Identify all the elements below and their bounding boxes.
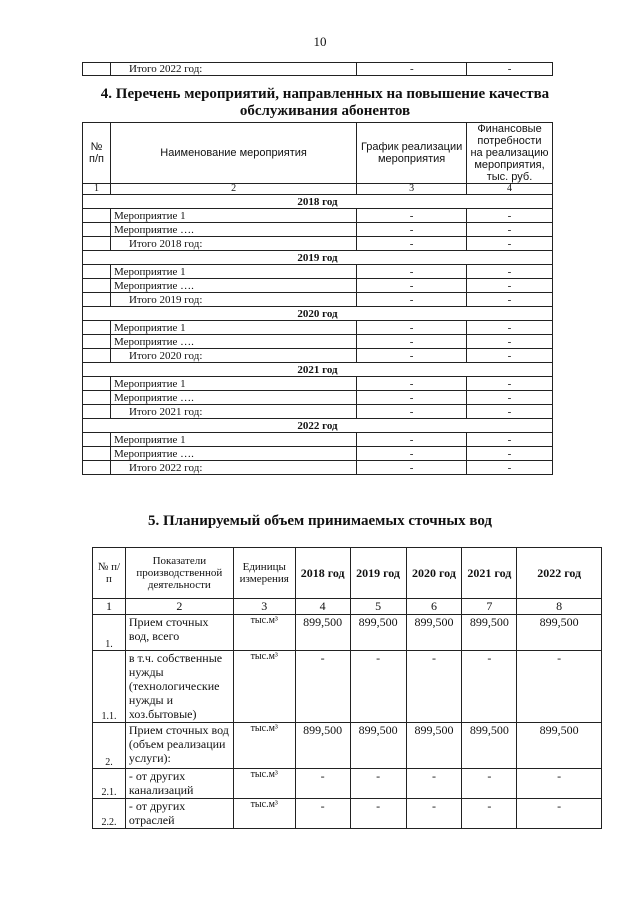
year-row [83,419,553,433]
year-row [83,195,553,209]
year-value: - [517,799,602,829]
measure-name: Мероприятие …. [110,279,356,293]
empty-cell [83,335,111,349]
header-no: № п/п [93,548,126,599]
measure-name: Мероприятие …. [110,391,356,405]
schedule-value: - [357,293,467,307]
year-value: - [350,799,406,829]
section-5-title: 5. Планируемый объем принимаемых сточных вод [147,513,493,529]
col-number: 1 [83,184,111,195]
finance-value: - [467,391,553,405]
measure-name: Мероприятие 1 [110,209,356,223]
section-4-title: 4. Перечень мероприятий, направленных на повышение качества обслуживания абонентов [100,86,550,119]
measure-name: Итого 2018 год: [110,237,356,251]
total-label: Итого 2022 год: [110,63,356,76]
measure-name: Итого 2022 год: [110,461,356,475]
col-number: 8 [517,599,602,615]
schedule-value: - [357,209,467,223]
table-header-row [83,123,553,184]
top-table [82,62,553,76]
empty-cell [83,461,111,475]
header-year: 2021 год [462,548,517,599]
schedule-value: - [357,335,467,349]
measure-name: Итого 2021 год: [110,405,356,419]
table-row [83,279,553,293]
empty-cell [83,209,111,223]
table-row [83,63,553,76]
empty-cell [83,321,111,335]
col-number: 3 [357,184,467,195]
wastewater-table [92,547,602,829]
table-row [83,209,553,223]
schedule-value: - [357,223,467,237]
row-number: 1.1. [93,651,126,723]
schedule-value: - [357,349,467,363]
table-row [83,377,553,391]
year-label: 2021 год [83,363,553,377]
empty-cell [83,349,111,363]
table-row [83,391,553,405]
year-label: 2018 год [83,195,553,209]
year-value: - [406,769,462,799]
col-number: 2 [125,599,233,615]
header-year: 2022 год [517,548,602,599]
unit-value: тыс.м³ [233,723,295,769]
year-value: 899,500 [462,615,517,651]
year-value: 899,500 [295,723,350,769]
header-finance: Финансовые потребности на реализацию мероприятия, тыс. руб. [467,123,553,184]
empty-cell [83,279,111,293]
empty-cell [83,223,111,237]
unit-value: тыс.м³ [233,615,295,651]
schedule-value: - [357,433,467,447]
year-value: - [406,799,462,829]
indicator-name: Прием сточных вод (объем реализации услуги): [125,723,233,769]
measure-name: Мероприятие 1 [110,377,356,391]
table-header-row [93,548,602,599]
table-row [93,615,602,651]
schedule-value: - [357,377,467,391]
year-value: - [517,769,602,799]
empty-cell [83,433,111,447]
measure-name: Мероприятие 1 [110,433,356,447]
schedule-value: - [357,391,467,405]
header-schedule: График реализации мероприятия [357,123,467,184]
unit-value: тыс.м³ [233,799,295,829]
measure-name: Мероприятие …. [110,223,356,237]
measure-name: Итого 2020 год: [110,349,356,363]
table-row [83,335,553,349]
row-number: 1. [93,615,126,651]
header-name: Наименование мероприятия [110,123,356,184]
header-no: № п/п [83,123,111,184]
measure-name: Мероприятие …. [110,335,356,349]
table-row [93,799,602,829]
finance-value: - [467,209,553,223]
year-value: - [295,769,350,799]
year-value: 899,500 [517,615,602,651]
table-row [83,223,553,237]
finance-value: - [467,447,553,461]
column-numbers-row [93,599,602,615]
schedule-value: - [357,405,467,419]
empty-cell [83,405,111,419]
year-row [83,307,553,321]
indicator-name: - от других отраслей [125,799,233,829]
page-number: 10 [313,34,327,49]
table-row [83,461,553,475]
indicator-name: в т.ч. собственные нужды (технологические нужды и хоз.бытовые) [125,651,233,723]
empty-cell [83,391,111,405]
table-row [83,349,553,363]
column-numbers-row [83,184,553,195]
year-value: - [350,651,406,723]
year-value: 899,500 [462,723,517,769]
year-value: 899,500 [406,615,462,651]
col-number: 7 [462,599,517,615]
header-unit: Единицы измерения [233,548,295,599]
table-row [83,433,553,447]
year-row [83,363,553,377]
year-value: 899,500 [350,615,406,651]
header-year: 2019 год [350,548,406,599]
year-label: 2020 год [83,307,553,321]
measure-name: Мероприятие 1 [110,265,356,279]
finance-value: - [467,433,553,447]
finance-value: - [467,63,553,76]
header-year: 2020 год [406,548,462,599]
schedule-value: - [357,265,467,279]
table-row [83,405,553,419]
table-row [83,265,553,279]
empty-cell [83,63,111,76]
indicator-name: Прием сточных вод, всего [125,615,233,651]
table-row [93,723,602,769]
schedule-value: - [357,447,467,461]
empty-cell [83,237,111,251]
col-number: 6 [406,599,462,615]
year-value: 899,500 [517,723,602,769]
year-value: - [462,651,517,723]
finance-value: - [467,349,553,363]
year-value: - [295,799,350,829]
row-number: 2. [93,723,126,769]
measure-name: Мероприятие 1 [110,321,356,335]
finance-value: - [467,321,553,335]
col-number: 4 [467,184,553,195]
schedule-value: - [357,461,467,475]
finance-value: - [467,405,553,419]
finance-value: - [467,223,553,237]
col-number: 2 [110,184,356,195]
table-row [83,447,553,461]
empty-cell [83,293,111,307]
header-year: 2018 год [295,548,350,599]
schedule-value: - [357,321,467,335]
year-value: - [462,799,517,829]
empty-cell [83,377,111,391]
year-value: - [462,769,517,799]
table-row [83,321,553,335]
col-number: 1 [93,599,126,615]
schedule-value: - [357,279,467,293]
year-label: 2019 год [83,251,553,265]
measure-name: Мероприятие …. [110,447,356,461]
indicator-name: - от других канализаций [125,769,233,799]
finance-value: - [467,279,553,293]
table-row [83,237,553,251]
header-indicator: Показатели производственной деятельности [125,548,233,599]
empty-cell [83,265,111,279]
row-number: 2.1. [93,769,126,799]
measure-name: Итого 2019 год: [110,293,356,307]
unit-value: тыс.м³ [233,769,295,799]
year-value: - [406,651,462,723]
year-value: 899,500 [295,615,350,651]
year-value: - [517,651,602,723]
table-row [83,293,553,307]
finance-value: - [467,335,553,349]
year-value: - [350,769,406,799]
schedule-value: - [357,237,467,251]
finance-value: - [467,265,553,279]
year-value: 899,500 [406,723,462,769]
unit-value: тыс.м³ [233,651,295,723]
year-value: - [295,651,350,723]
finance-value: - [467,377,553,391]
year-row [83,251,553,265]
col-number: 3 [233,599,295,615]
schedule-value: - [357,63,467,76]
empty-cell [83,447,111,461]
finance-value: - [467,293,553,307]
row-number: 2.2. [93,799,126,829]
table-row [93,769,602,799]
year-label: 2022 год [83,419,553,433]
year-value: 899,500 [350,723,406,769]
table-row [93,651,602,723]
finance-value: - [467,461,553,475]
col-number: 4 [295,599,350,615]
finance-value: - [467,237,553,251]
col-number: 5 [350,599,406,615]
measures-table [82,122,553,475]
